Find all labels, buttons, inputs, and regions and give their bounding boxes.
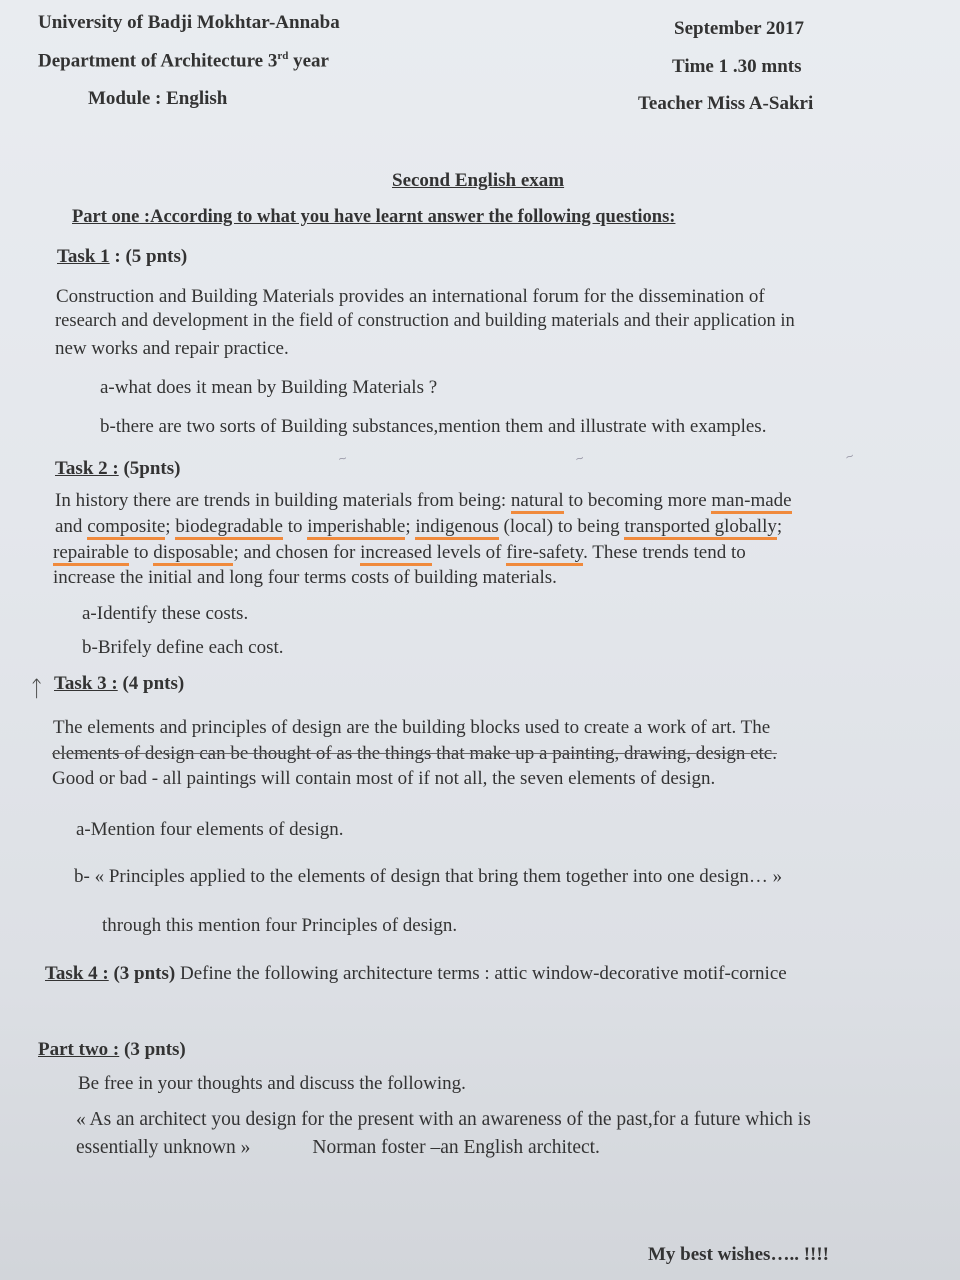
text-run: ; — [776, 516, 783, 537]
part-one-heading: Part one :According to what you have learnt answer the following questions: — [72, 207, 676, 227]
task1-para-line2: research and development in the field of construction and building materials and their application in — [55, 311, 795, 331]
department-sup: rd — [277, 50, 289, 62]
task3-question-b: b- « Principles applied to the elements of design that bring them together into one design… » — [74, 866, 783, 887]
task2-question-b: b-Brifely define each cost. — [82, 637, 284, 658]
text-run: ; — [405, 516, 416, 537]
university-name: University of Badji Mokhtar-Annaba — [38, 12, 340, 33]
highlight-fire-safety: fire-safety — [506, 542, 583, 566]
highlight-composite: composite — [87, 516, 165, 540]
task3-para-line1: The elements and principles of design are the building blocks used to create a work of art. The — [53, 717, 771, 738]
task1-para-line1: Construction and Building Materials provides an international forum for the dissemination of — [56, 286, 765, 307]
text-run: levels of — [431, 542, 507, 563]
part-two-quote-line2 — [76, 1137, 600, 1159]
task3-label: Task 3 : — [54, 673, 118, 694]
highlight-imperishable: imperishable — [307, 516, 405, 540]
task2-para-line3 — [53, 542, 746, 564]
exam-duration: Time 1 .30 mnts — [672, 56, 802, 77]
task2-points: (5pnts) — [118, 458, 181, 479]
task1-question-b: b-there are two sorts of Building substances,mention them and illustrate with examples. — [100, 416, 767, 437]
task4-line — [45, 963, 787, 985]
part-two-instruction: Be free in your thoughts and discuss the following. — [78, 1073, 466, 1094]
task2-heading — [55, 458, 180, 480]
text-run: (local) to being — [498, 516, 625, 537]
task1-label: Task 1 — [57, 246, 110, 267]
highlight-man-made: man-made — [711, 490, 791, 514]
text-run: . These trends tend to — [583, 542, 746, 563]
task3-question-a: a-Mention four elements of design. — [76, 819, 344, 840]
text-run: to — [282, 516, 308, 537]
department-name — [38, 50, 329, 72]
pencil-scribble: ~ — [337, 451, 349, 466]
highlight-repairable: repairable — [53, 542, 129, 566]
text-run: to — [128, 542, 154, 563]
exam-date: September 2017 — [674, 18, 804, 39]
part-two-heading — [38, 1039, 186, 1061]
text-run: ; and chosen for — [233, 542, 361, 563]
pencil-scribble: ~ — [843, 448, 857, 465]
task4-text: Define the following architecture terms : attic window-decorative motif-cornice — [175, 963, 787, 984]
part-two-points: (3 pnts) — [119, 1039, 186, 1060]
pen-mark-icon: ᛏ — [30, 676, 44, 701]
text-run: to becoming more — [563, 490, 712, 511]
task4-points: (3 pnts) — [108, 963, 176, 984]
text-run: ; — [165, 516, 176, 537]
department-year: year — [288, 50, 329, 72]
pencil-scribble: ~ — [573, 451, 586, 466]
task1-para-line3: new works and repair practice. — [55, 338, 289, 359]
task2-para-line1 — [55, 490, 792, 512]
quote-author: Norman foster –an English architect. — [312, 1137, 600, 1158]
text-run: and — [55, 516, 88, 537]
task2-para-line4: increase the initial and long four terms costs of building materials. — [53, 567, 557, 588]
task2-question-a: a-Identify these costs. — [82, 603, 249, 624]
highlight-indigenous: indigenous — [415, 516, 498, 540]
highlight-increased: increased — [360, 542, 432, 566]
teacher-name: Teacher Miss A-Sakri — [638, 93, 814, 114]
quote-end: essentially unknown » — [76, 1137, 251, 1158]
task1-question-a: a-what does it mean by Building Materials ? — [100, 377, 438, 398]
task3-para-line3: Good or bad - all paintings will contain most of if not all, the seven elements of design. — [52, 768, 716, 789]
closing-wishes: My best wishes….. !!!! — [648, 1244, 830, 1265]
task2-para-line2 — [55, 516, 782, 538]
task3-points: (4 pnts) — [117, 673, 185, 694]
task3-para-line2: elements of design can be thought of as the things that make up a painting, drawing, design etc. — [52, 743, 777, 764]
text-run: In history there are trends in building materials from being: — [55, 490, 511, 511]
highlight-transported-globally: transported globally — [624, 516, 777, 540]
task3-heading — [54, 673, 184, 695]
part-two-label: Part two : — [38, 1039, 120, 1060]
department-text: Department of Architecture 3 — [38, 50, 278, 72]
exam-title: Second English exam — [392, 170, 565, 191]
module-name: Module : English — [88, 88, 228, 109]
task1-heading — [57, 246, 187, 268]
highlight-disposable: disposable — [153, 542, 233, 566]
part-two-quote-line1: « As an architect you design for the present with an awareness of the past,for a future which is — [76, 1109, 811, 1130]
highlight-natural: natural — [511, 490, 564, 514]
task2-label: Task 2 : — [55, 458, 119, 479]
task3-question-b-cont: through this mention four Principles of design. — [102, 915, 458, 936]
highlight-biodegradable: biodegradable — [175, 516, 283, 540]
task1-points: : (5 pnts) — [109, 246, 188, 267]
task4-label: Task 4 : — [45, 963, 109, 984]
